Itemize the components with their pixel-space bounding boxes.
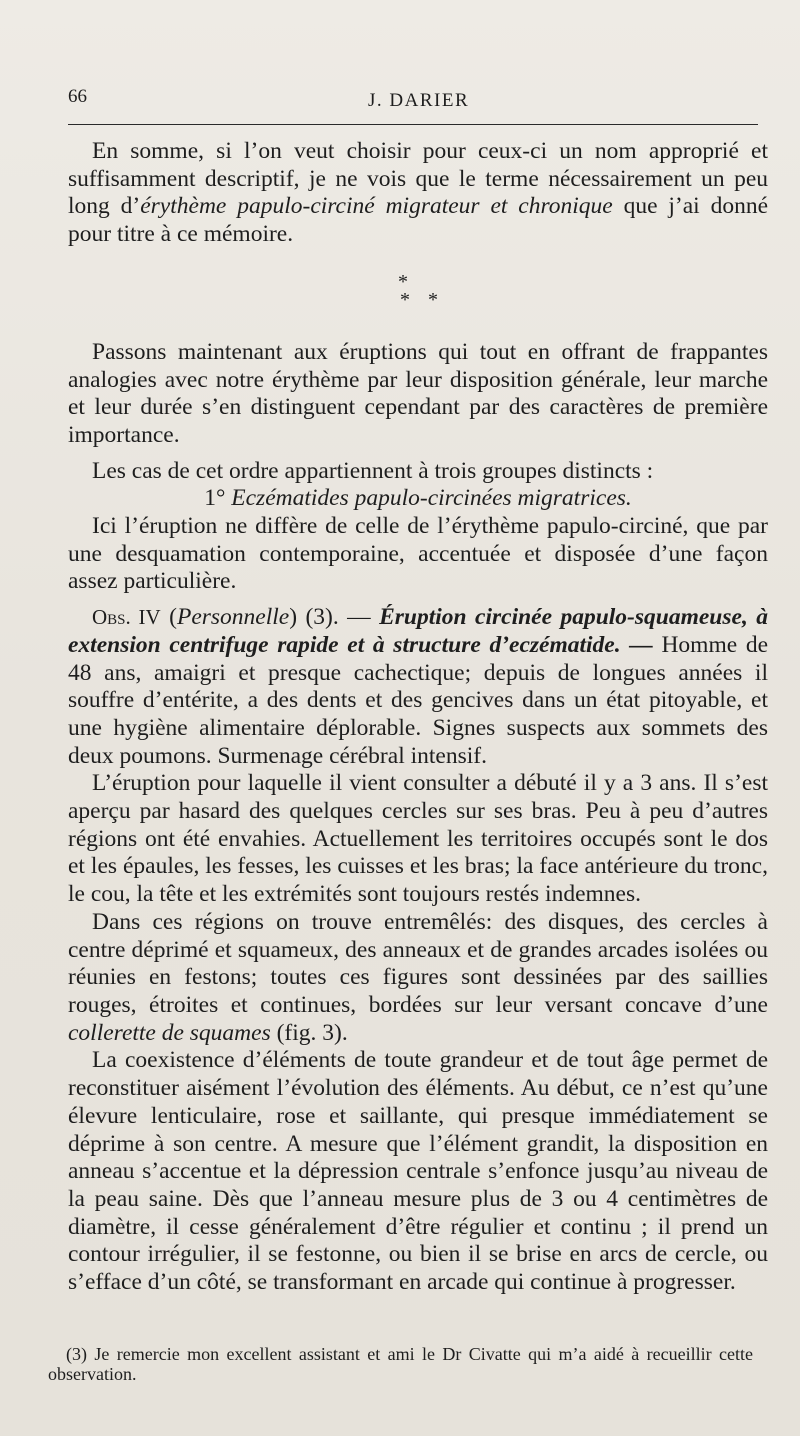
asterisk: * [428,288,438,311]
running-head: J. DARIER [368,90,470,111]
emphasis-term: érythème papulo-circiné migrateur et chronique [140,193,613,220]
paragraph-naming [68,138,768,249]
section-title: Eczématides papulo-circinées migratrices. [231,485,632,512]
paragraph-text: que j’ai donné pour titre à ce mémoire. [68,193,768,248]
asterisk: * [400,288,410,311]
observation-label: Obs. IV [92,605,161,630]
section-separator-asterisks [68,269,768,327]
header-rule [68,124,758,125]
footnote: (3) Je remercie mon excellent assistant et ami le Dr Civatte qui m’a aidé à recueillir cette observation. [48,1344,753,1384]
paragraph-text: Dans ces régions on trouve entremêlés: des disques, des cercles à centre déprimé et squameux, des anneaux et de grandes arcades isolées ou réunies en festons; toutes ces figures sont dessinées par des saillies rouges, étroites et continues, bordées sur leur versant concave d’une [68,908,768,1018]
observation-source: Personnelle [176,604,290,631]
paragraph-groups: Les cas de cet ordre appartiennent à trois groupes distincts : [92,457,654,484]
section-heading [68,485,768,513]
asterisk: * [398,270,408,293]
body-text [68,138,768,1297]
observation-paragraph: Obs. IV (Personnelle) (3). — Éruption circinée papulo-squameuse, à extension centrifuge rapide et à structure d’eczématide. — Homme de 48 ans, amaigri et presque cachectique; depuis de longues années il souffre d’entérite, a des dents et des gencives dans un état pitoyable, et une hygiène alimentaire déplorable. Signes suspects aux sommets des deux poumons. Surmenage cérébral intensif. [68,604,768,769]
observation-title: Éruption circinée papulo-squameuse, à extension centrifuge rapide et à structure d’eczématide. — [68,604,768,658]
paragraph-transition: Passons maintenant aux éruptions qui tout en offrant de frappantes analogies avec notre érythème par leur disposition générale, leur marche et leur durée s’en distinguent cependant par des caractères de première importance. [68,338,768,448]
paragraph-text: En somme, si l’on veut choisir pour ceux-ci un nom approprié et suffisamment descriptif, je ne vois que le terme nécessairement un peu long d’ [68,138,768,220]
paragraph-regions [68,909,768,1048]
observation-ref: (3). — [297,604,380,631]
paragraph-evolution: La coexistence d’éléments de toute grandeur et de tout âge permet de reconstituer aisément l’évolution des éléments. Au début, ce n’est qu’une élevure lenticulaire, rose et saillante, qui presque immédiatement se déprime à son centre. A mesure que l’élément grandit, la disposition en anneau s’accentue et la dépression centrale s’enfonce jusqu’au niveau de la peau saine. Dès que l’anneau mesure plus de 3 ou 4 centimètres de diamètre, il cesse généralement d’être régulier et continu ; il prend un contour irrégulier, il se festonne, ou bien il se brise en arcs de cercle, ou s’efface d’un côté, se transformant en arcade qui continue à progresser. [68,1047,768,1296]
emphasis-term: collerette de squames [68,1019,271,1046]
section-number: 1° [204,485,232,512]
page-header [68,86,758,112]
paragraph-text: (fig. 3). [270,1019,348,1046]
paragraph-intro-eczematides: Ici l’éruption ne diffère de celle de l’érythème papulo-circiné, que par une desquamation contemporaine, accentuée et disposée d’une façon assez particulière. [68,513,768,595]
observation-text: Homme de 48 ans, amaigri et presque cachectique; depuis de longues années il souffre d’entérite, a des dents et des gencives dans un état pitoyable, et une hygiène alimentaire déplorable. Signes suspects aux sommets des deux poumons. Surmenage cérébral intensif. [68,631,768,769]
page-number: 66 [68,86,87,107]
paragraph-eruption-history: L’éruption pour laquelle il vient consulter a débuté il y a 3 ans. Il s’est aperçu par hasard des quelques cercles sur ses bras. Peu à peu d’autres régions ont été envahies. Actuellement les territoires occupés sont le dos et les épaules, les fesses, les cuisses et les bras; la face antérieure du tronc, le cou, la tête et les extrémités sont toujours restés indemnes. [68,770,768,908]
